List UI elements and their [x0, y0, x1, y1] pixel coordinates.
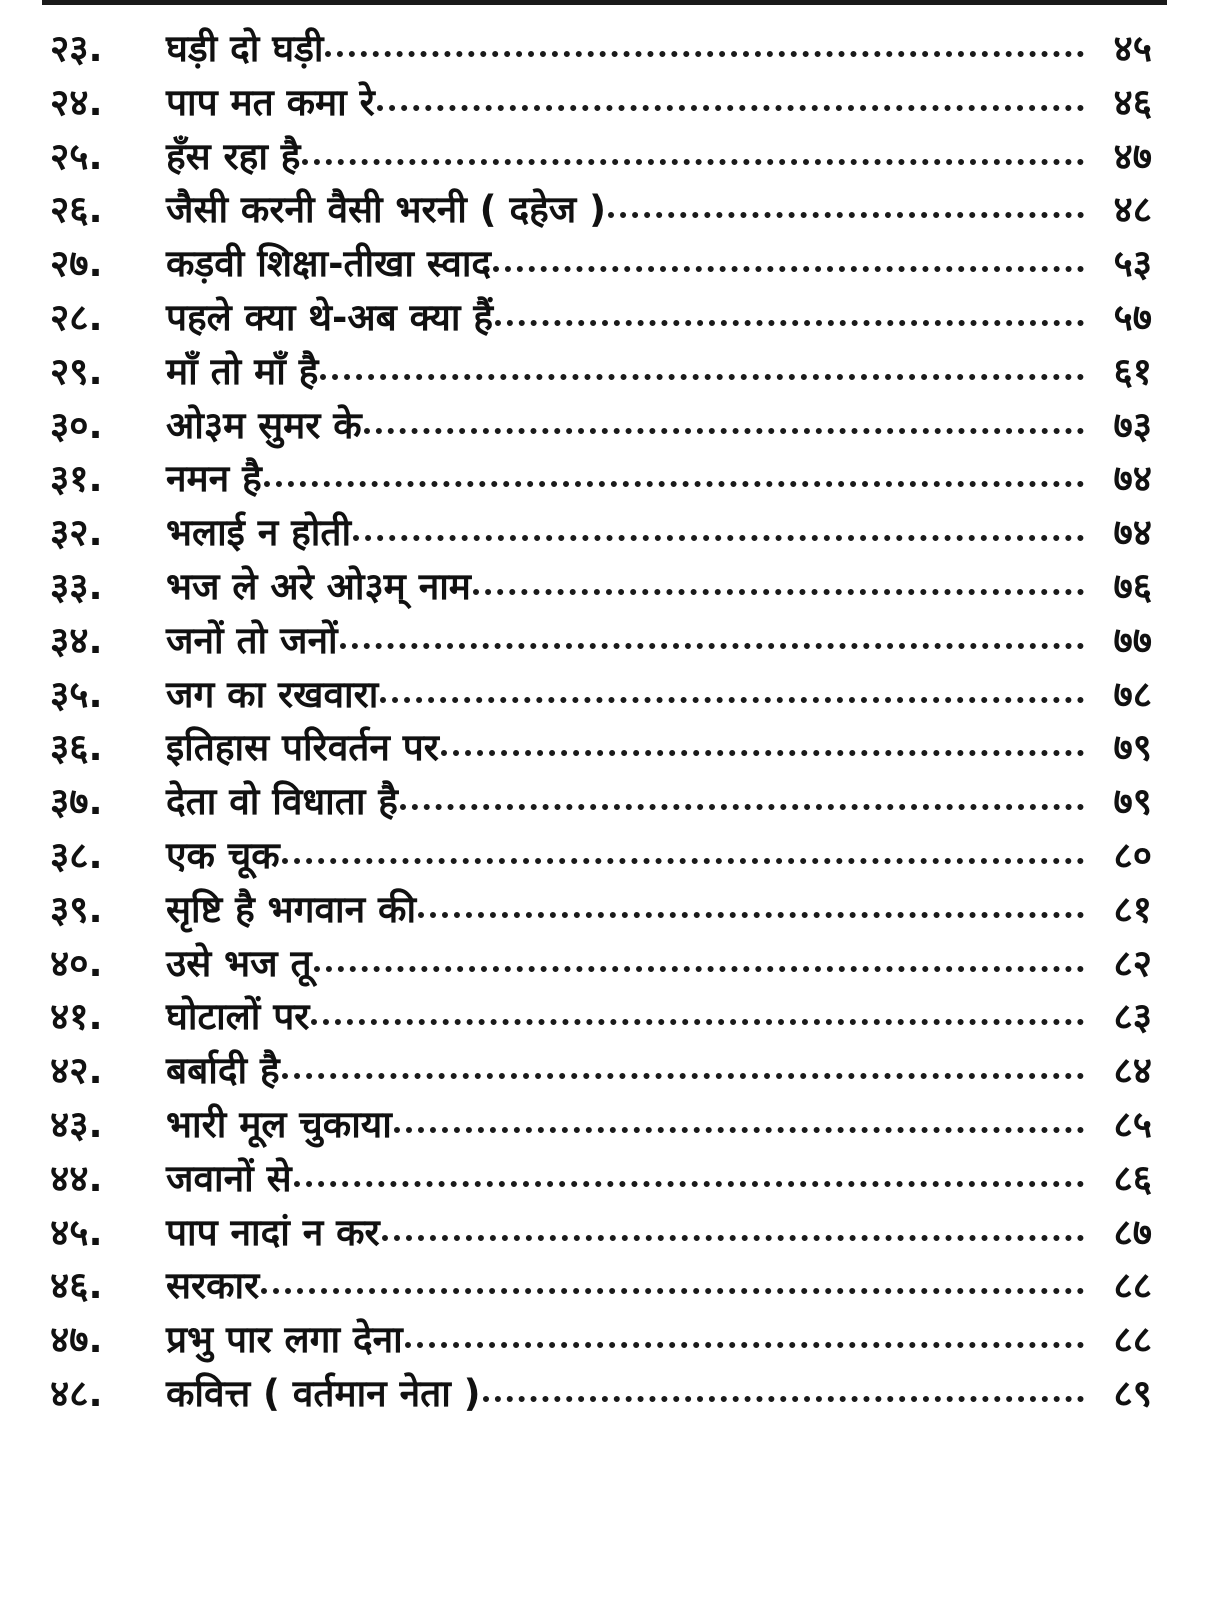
entry-number: ३२. [50, 511, 103, 555]
entry-page-number: ६१ [1113, 349, 1152, 393]
entry-page-number: ७६ [1113, 564, 1152, 608]
entry-title: नमन है [166, 457, 262, 501]
entry-title: भारी मूल चुकाया [166, 1102, 392, 1146]
dot-leader [473, 589, 1084, 595]
entry-title: उसे भज तू [166, 941, 312, 985]
entry-title: सृष्टि है भगवान की [166, 887, 417, 931]
entry-number: २३. [50, 27, 103, 70]
entry-page-number: ४६ [1113, 80, 1152, 124]
entry-number: ४७. [50, 1318, 103, 1362]
entry-number: ३०. [50, 403, 103, 447]
dot-leader [282, 1073, 1084, 1079]
entry-title: घोटालों पर [166, 995, 310, 1039]
entry-number: ३६. [50, 726, 103, 770]
toc-entry [50, 22, 1152, 76]
entry-number: ४३. [50, 1102, 103, 1146]
entry-number: ३३. [50, 564, 103, 608]
entry-page-number: ५७ [1113, 295, 1152, 339]
dot-leader [377, 105, 1084, 111]
entry-number: ३१. [50, 457, 103, 501]
entry-page-number: ७३ [1113, 403, 1152, 447]
dot-leader [364, 428, 1084, 434]
dot-leader [353, 535, 1084, 541]
toc-entry [50, 1152, 1152, 1206]
dot-leader [418, 912, 1084, 918]
entry-page-number: ८४ [1113, 1049, 1152, 1093]
dot-leader [261, 1288, 1084, 1294]
dot-leader [495, 320, 1084, 326]
entry-title: माँ तो माँ है [166, 349, 319, 393]
entry-page-number: ४७ [1113, 134, 1152, 178]
toc-entry [50, 345, 1152, 399]
toc-entry [50, 130, 1152, 184]
entry-page-number: ८७ [1113, 1210, 1152, 1254]
dot-leader [382, 1235, 1084, 1241]
dot-leader [302, 159, 1084, 165]
toc-entry [50, 237, 1152, 291]
entry-page-number: ७७ [1113, 618, 1152, 662]
toc-entry [50, 1313, 1152, 1367]
dot-leader [400, 804, 1084, 810]
entry-page-number: ८३ [1113, 995, 1152, 1039]
entry-title: देता वो विधाता है [166, 780, 398, 824]
entry-title: हँस रहा है [166, 134, 301, 178]
dot-leader [405, 1342, 1084, 1348]
entry-number: २७. [50, 242, 103, 286]
entry-page-number: ५३ [1113, 242, 1152, 286]
entry-number: ३५. [50, 672, 103, 716]
toc-entry [50, 1044, 1152, 1098]
entry-title: पाप मत कमा रे [166, 80, 375, 124]
entry-title: कवित्त ( वर्तमान नेता ) [166, 1371, 481, 1415]
entry-number: ४२. [50, 1049, 103, 1093]
toc-entry [50, 291, 1152, 345]
entry-number: ३४. [50, 618, 103, 662]
entry-title: जैसी करनी वैसी भरनी ( दहेज ) [166, 188, 607, 232]
entry-title: इतिहास परिवर्तन पर [166, 726, 439, 770]
entry-title: कड़वी शिक्षा-तीखा स्वाद [166, 242, 492, 286]
entry-page-number: ८० [1113, 833, 1152, 877]
toc-entry [50, 775, 1152, 829]
entry-title: बर्बादी है [166, 1049, 280, 1093]
entry-title: पहले क्या थे-अब क्या हैं [166, 295, 493, 339]
entry-number: ४४. [50, 1156, 103, 1200]
toc-entry [50, 829, 1152, 883]
entry-number: ३७. [50, 780, 103, 824]
entry-title: प्रभु पार लगा देना [166, 1318, 403, 1362]
entry-number: २८. [50, 295, 103, 339]
toc-entry [50, 937, 1152, 991]
dot-leader [325, 51, 1084, 57]
entry-page-number: ७९ [1113, 726, 1152, 770]
dot-leader [608, 212, 1084, 218]
toc-entry [50, 1259, 1152, 1313]
toc-entry [50, 399, 1152, 453]
entry-title: जनों तो जनों [166, 618, 338, 662]
dot-leader [264, 481, 1084, 487]
toc-entry [50, 183, 1152, 237]
entry-number: ३८. [50, 833, 103, 877]
entry-number: २९. [50, 349, 103, 393]
dot-leader [314, 966, 1084, 972]
toc-entry [50, 668, 1152, 722]
entry-number: ४५. [50, 1210, 103, 1254]
entry-number: ४०. [50, 941, 103, 985]
dot-leader [311, 1019, 1084, 1025]
entry-page-number: ८२ [1113, 941, 1152, 985]
toc-entry [50, 990, 1152, 1044]
toc-entry [50, 1367, 1152, 1421]
entry-title: जवानों से [166, 1156, 292, 1200]
top-rule [42, 0, 1167, 5]
entry-page-number: ८१ [1113, 887, 1152, 931]
dot-leader [441, 750, 1084, 756]
entry-number: ४८. [50, 1371, 103, 1415]
entry-title: घड़ी दो घड़ी [166, 27, 324, 70]
toc-entry [50, 883, 1152, 937]
entry-page-number: ७९ [1113, 780, 1152, 824]
entry-number: ३९. [50, 887, 103, 931]
entry-page-number: ८६ [1113, 1156, 1152, 1200]
entry-number: २४. [50, 80, 103, 124]
entry-page-number: ८९ [1113, 1371, 1152, 1415]
toc-entry [50, 560, 1152, 614]
dot-leader [282, 858, 1084, 864]
entry-title: जग का रखवारा [166, 672, 379, 716]
entry-number: २५. [50, 134, 103, 178]
toc-entry [50, 721, 1152, 775]
entry-page-number: ७४ [1113, 457, 1152, 501]
entry-page-number: ४५ [1113, 27, 1152, 70]
entry-page-number: ७८ [1113, 672, 1152, 716]
dot-leader [380, 697, 1084, 703]
dot-leader [340, 643, 1084, 649]
entry-title: सरकार [166, 1264, 260, 1308]
dot-leader [294, 1181, 1084, 1187]
entry-page-number: ४८ [1113, 188, 1152, 232]
dot-leader [493, 266, 1084, 272]
toc-entry [50, 76, 1152, 130]
dot-leader [320, 374, 1084, 380]
entry-title: ओ३म सुमर के [166, 403, 362, 447]
entry-title: भज ले अरे ओ३म् नाम [166, 564, 471, 608]
toc-entry [50, 1098, 1152, 1152]
toc-entry [50, 506, 1152, 560]
entry-title: भलाई न होती [166, 511, 352, 555]
entry-number: ४६. [50, 1264, 103, 1308]
toc-entry [50, 614, 1152, 668]
toc-entry [50, 1206, 1152, 1260]
entry-number: ४१. [50, 995, 103, 1039]
entry-title: पाप नादां न कर [166, 1210, 380, 1254]
entry-page-number: ८८ [1113, 1318, 1152, 1362]
entry-number: २६. [50, 188, 103, 232]
entry-title: एक चूक [166, 833, 280, 877]
entry-page-number: ८५ [1113, 1102, 1152, 1146]
dot-leader [483, 1396, 1084, 1402]
table-of-contents [50, 22, 1152, 1421]
entry-page-number: ७४ [1113, 511, 1152, 555]
entry-page-number: ८८ [1113, 1264, 1152, 1308]
dot-leader [394, 1127, 1084, 1133]
toc-entry [50, 452, 1152, 506]
